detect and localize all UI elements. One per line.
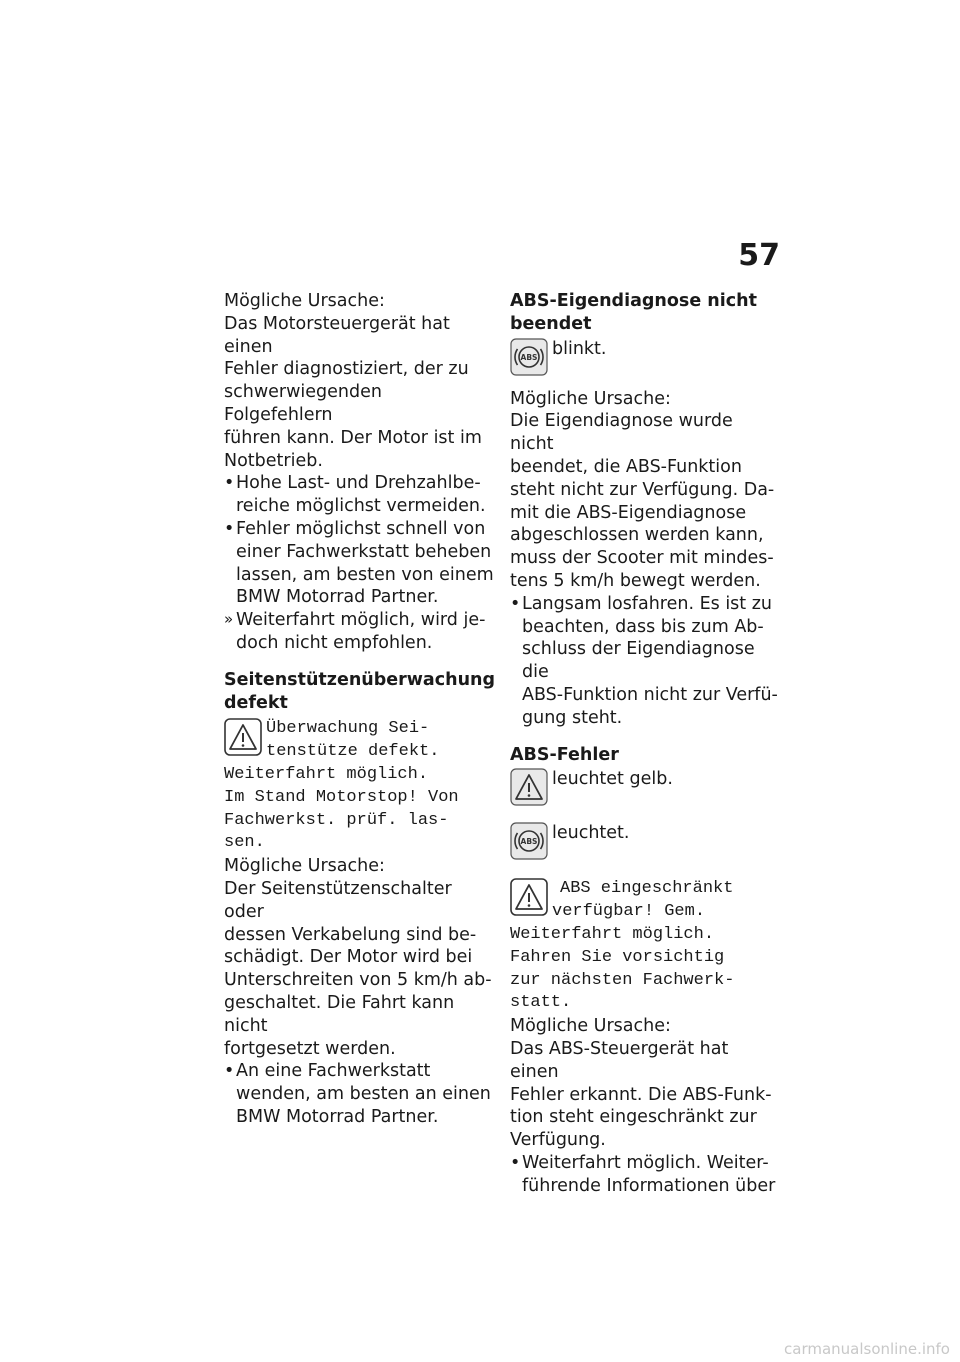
text-line: abgeschlossen werden kann, [510,525,764,546]
page-number: 57 [738,238,780,273]
warning-triangle-icon [510,878,548,920]
watermark: carmanualsonline.info [784,1340,950,1358]
cause-text [510,1038,780,1152]
text-line: Fehler erkannt. Die ABS-Funk- [510,1084,772,1105]
text-line: lassen, am besten von einem [236,564,494,585]
display-line: ABS eingeschränkt [560,879,734,899]
display-message [224,718,494,764]
display-message [510,878,780,924]
section-heading [510,290,780,336]
indicator-text: blinkt. [552,338,607,359]
result-item [224,609,494,655]
text-line: tens 5 km/h bewegt werden. [510,570,761,591]
cause-text [224,878,494,1060]
cause-label: Mögliche Ursache: [510,1016,671,1037]
text-line: beendet, die ABS-Funktion [510,456,742,477]
text-line: geschaltet. Die Fahrt kann nicht [224,992,455,1036]
cause-label: Mögliche Ursache: [224,856,385,877]
display-line: sen. [224,833,265,853]
text-line: fortgesetzt werden. [224,1038,396,1059]
text-line: Das Motorsteuergerät hat einen [224,313,450,357]
display-line: Weiterfahrt möglich. [224,764,429,784]
cause-label: Mögliche Ursache: [224,291,385,311]
indicator-row [510,768,780,810]
indicator-text: leuchtet gelb. [552,769,673,790]
text-line: • Hohe Last- und Drehzahlbe- [236,473,481,494]
display-line: zur nächsten Fachwerk- [510,970,735,990]
text-line: ABS-Funktion nicht zur Verfü- [522,684,778,705]
display-line: verfügbar! Gem. [552,902,706,922]
text-line: Notbetrieb. [224,450,323,471]
indicator-row [510,338,780,380]
display-line: Weiterfahrt möglich. [510,924,715,944]
cause-text [224,313,494,473]
cause-text [510,410,780,592]
text-line: gung steht. [522,707,623,728]
text-line: mit die ABS-Eigendiagnose [510,502,747,523]
text-line: schwerwiegenden Folgefehlern [224,382,382,425]
text-line: Fehler diagnostiziert, der zu [224,359,469,380]
text-line: dessen Verkabelung sind be- [224,924,477,945]
cause-label: Mögliche Ursache: [510,388,671,409]
text-line: schädigt. Der Motor wird bei [224,947,473,968]
heading-line: Seitenstützenüberwachung [224,669,496,690]
text-line: führen kann. Der Motor ist im [224,427,482,448]
text-line: BMW Motorrad Partner. [236,1106,439,1127]
warning-triangle-icon [510,768,548,810]
heading-line: defekt [224,692,288,713]
section-heading: ABS-Fehler [510,744,619,765]
text-line: einer Fachwerkstatt beheben [236,541,492,562]
display-line: Fachwerkst. prüf. las- [224,810,449,830]
heading-line: ABS-Eigendiagnose nicht [510,291,757,311]
text-line: Das ABS-Steuergerät hat einen [510,1038,729,1082]
section-heading [224,669,494,715]
text-line: Der Seitenstützenschalter oder [224,878,452,922]
text-line: BMW Motorrad Partner. [236,587,439,608]
text-line: Die Eigendiagnose wurde nicht [510,411,733,455]
text-line: schluss der Eigendiagnose die [522,639,755,683]
text-line: wenden, am besten an einen [236,1084,491,1105]
list-item [510,1152,780,1198]
heading-line: beendet [510,313,592,334]
text-line: doch nicht empfohlen. [236,632,433,653]
text-line: Unterschreiten von 5 km/h ab- [224,970,492,991]
text-line: führende Informationen über [522,1175,776,1196]
text-line: muss der Scooter mit mindes- [510,548,774,569]
list-item [510,593,780,730]
display-line: Im Stand Motorstop! Von [224,787,459,807]
indicator-text: leuchtet. [552,823,630,844]
indicator-row [510,822,780,864]
display-line: statt. [510,993,572,1013]
abs-icon-label: ABS [520,352,538,362]
warning-triangle-icon [224,718,262,760]
text-line: • Langsam losfahren. Es ist zu [522,593,772,614]
text-line: • Weiterfahrt möglich. Weiter- [522,1152,769,1173]
text-line: » Weiterfahrt möglich, wird je- [236,610,486,631]
list-item [224,518,494,609]
abs-icon [510,338,548,380]
text-line: tion steht eingeschränkt zur [510,1107,757,1128]
right-column [510,290,780,1198]
text-line: • An eine Fachwerkstatt [236,1061,431,1082]
text-line: Verfügung. [510,1130,606,1151]
display-line: Überwachung Sei- [266,719,430,739]
text-line: steht nicht zur Verfügung. Da- [510,479,775,500]
list-item [224,1060,494,1128]
display-line: tenstütze defekt. [266,742,440,762]
list-item [224,472,494,518]
abs-icon [510,822,548,864]
text-line: beachten, dass bis zum Ab- [522,616,764,637]
display-line: Fahren Sie vorsichtig [510,947,725,967]
text-line: reiche möglichst vermeiden. [236,496,486,517]
abs-icon-label: ABS [520,837,538,847]
left-column [224,290,494,1129]
text-line: • Fehler möglichst schnell von [236,518,486,539]
